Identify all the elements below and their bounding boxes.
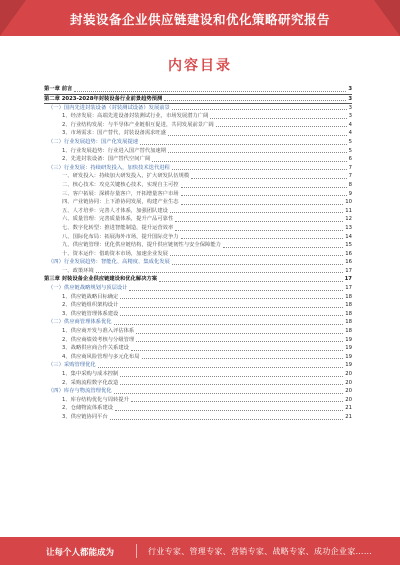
toc-entry-title: 第二章 2023-2028年封装设备行业前景趋势预测 [44,95,163,102]
toc-leader-dots [175,230,343,231]
toc-entry-title: 3、市场需求：国产替代，封装设备需求旺盛 [62,130,167,137]
toc-entry[interactable] [44,155,352,164]
toc-leader-dots [120,315,343,316]
toc-page-number: 3 [348,86,352,92]
toc-entry[interactable] [44,284,352,293]
toc-leader-dots [170,255,343,256]
toc-leader-dots [159,281,343,282]
toc-entry-title: 1、库存结构优化与周转提升 [62,396,129,403]
toc-entry-title: （四）库存与物流管理优化 [48,388,112,395]
toc-page-number: 3 [348,104,352,111]
toc-entry-title: 第一章 前言 [44,86,73,92]
toc-entry[interactable] [44,310,352,319]
toc-entry-title: 3、供应链管理体系建设 [62,310,119,317]
report-footer [0,537,400,565]
report-title: 封装设备企业供应链建设和优化策略研究报告 [69,12,330,27]
toc-page-number: 17 [344,276,352,283]
toc-entry[interactable] [44,147,352,156]
toc-leader-dots [140,144,347,145]
toc-leader-dots [114,393,344,394]
toc-entry[interactable] [44,215,352,224]
toc-leader-dots [210,118,346,119]
toc-page-number: 3 [348,95,352,102]
toc-entry[interactable] [44,181,352,190]
toc-leader-dots [142,358,344,359]
toc-page-number: 13 [345,224,352,231]
toc-leader-dots [152,161,347,162]
toc-entry-title: 3、供应链协同平台 [62,413,108,420]
toc-leader-dots [172,109,347,110]
toc-entry-title: 二、核心技术：攻克关键核心技术，实现自主可控 [62,181,179,188]
toc-page-number: 17 [345,285,352,292]
toc-entry[interactable] [44,85,352,94]
toc-entry[interactable] [44,94,352,104]
toc-entry-title: 2、行业结构发展：与半导体产业链相互促进，共同发展前景广阔 [62,121,214,128]
toc-leader-dots [74,91,346,92]
toc-page-number: 11 [345,207,352,214]
toc-page-number: 19 [345,353,352,360]
toc-leader-dots [114,324,344,325]
table-of-contents [44,85,352,422]
toc-entry[interactable] [44,344,352,353]
toc-page-number: 6 [348,156,352,163]
toc-page-number: 16 [345,250,352,257]
toc-leader-dots [96,272,343,273]
toc-entry-title: 1、供应链战略目标确定 [62,293,119,300]
toc-page-number: 18 [345,310,352,317]
toc-heading: 内容目录 [168,58,232,74]
toc-leader-dots [120,384,343,385]
toc-entry-title: 2、先进封装设备：国产替代空间广阔 [62,156,151,163]
toc-entry[interactable] [44,336,352,345]
toc-entry-title: 2、供应链组织架构设计 [62,302,119,309]
toc-leader-dots [98,367,344,368]
toc-entry[interactable] [44,112,352,121]
toc-page-number: 9 [348,190,352,197]
toc-page-number: 4 [348,121,352,128]
toc-leader-dots [168,152,347,153]
toc-leader-dots [181,238,344,239]
toc-entry[interactable] [44,353,352,362]
toc-leader-dots [131,401,343,402]
toc-leader-dots [129,290,343,291]
toc-entry[interactable] [44,129,352,138]
toc-entry-title: 4、供应商风险管理与多元化布局 [62,353,140,360]
toc-leader-dots [120,307,343,308]
toc-entry-title: 1、行业发展趋势：行业进入国产替代加速期 [62,147,167,154]
toc-entry-title: 九、供应链管理：优化供应链结构，提升供应链韧性与安全保障能力 [62,242,221,249]
toc-entry[interactable] [44,138,352,147]
toc-entry-title: 五、人才培养：完善人才体系，加强团队建设 [62,207,168,214]
toc-entry[interactable] [44,207,352,216]
toc-entry-title: 十、资本运作：借助资本市场，加速企业发展 [62,250,168,257]
toc-entry-title: 3、战略供应商合作关系建设 [62,345,129,352]
toc-entry-title: 一、研发投入：持续加大研发投入，扩大研发队伍规模 [62,173,190,180]
toc-entry-title: 2、采购流程数字化改造 [62,379,119,386]
toc-leader-dots [120,298,343,299]
toc-page-number: 5 [348,147,352,154]
toc-entry-title: （一）国内先进封装设备（封装测试设备）发展前景 [48,104,170,111]
toc-entry[interactable] [44,267,352,276]
toc-page-number: 3 [348,113,352,120]
toc-page-number: 7 [348,164,352,171]
toc-leader-dots [110,419,344,420]
toc-page-number: 18 [345,328,352,335]
toc-page-number: 17 [345,267,352,274]
toc-entry[interactable] [44,275,352,284]
toc-entry-title: （二）行业发展趋势：国产化发展提速 [48,138,139,145]
toc-entry-title: （一）供应链战略规划与顶层设计 [48,285,128,292]
toc-entry-title: 八、国际化布局：拓展海外市场，提升国际竞争力 [62,233,179,240]
footer-tagline: 行业专家、管理专家、营销专家、战略专家、成功企业家…… [148,547,373,556]
toc-entry[interactable] [44,318,352,327]
toc-entry[interactable] [44,224,352,233]
toc-entry[interactable] [44,293,352,302]
toc-leader-dots [181,204,344,205]
toc-leader-dots [120,376,343,377]
toc-leader-dots [223,247,343,248]
toc-page-number: 21 [345,413,352,420]
toc-leader-dots [172,169,347,170]
toc-entry-title: 1、经济发展：高端先进设备封装测试行业，市场发展潜力广阔 [62,113,209,120]
toc-entry-title: 六、质量管理：完善质量体系，提升产品可靠性 [62,216,174,223]
toc-page-number: 12 [345,216,352,223]
toc-entry[interactable] [44,198,352,207]
toc-leader-dots [170,212,343,213]
toc-entry[interactable] [44,121,352,130]
toc-entry-title: 一、政策环境 [62,267,94,274]
toc-entry[interactable] [44,172,352,181]
toc-page-number: 20 [345,388,352,395]
toc-leader-dots [136,333,343,334]
toc-entry-title: （三）采购管理优化 [48,362,96,369]
toc-leader-dots [164,100,346,101]
toc-page-number: 18 [345,293,352,300]
toc-entry[interactable] [44,241,352,250]
toc-leader-dots [172,264,343,265]
toc-page-number: 5 [348,138,352,145]
toc-entry[interactable] [44,258,352,267]
toc-leader-dots [175,221,343,222]
toc-leader-dots [136,341,343,342]
toc-leader-dots [181,195,347,196]
toc-entry[interactable] [44,379,352,388]
toc-entry[interactable] [44,370,352,379]
toc-entry[interactable] [44,233,352,242]
toc-page-number: 20 [345,379,352,386]
toc-page-number: 16 [345,259,352,266]
toc-page-number: 8 [348,181,352,188]
toc-entry[interactable] [44,164,352,173]
toc-entry-title: 2、供应商绩效考核与分级管理 [62,336,135,343]
toc-leader-dots [191,178,346,179]
toc-entry[interactable] [44,361,352,370]
toc-page-number: 19 [345,336,352,343]
toc-entry[interactable] [44,301,352,310]
toc-entry-title: （三）行业发展：持续研发投入，加快技术迭代进程 [48,164,170,171]
toc-entry[interactable] [44,396,352,405]
footer-divider [136,544,137,558]
toc-page-number: 20 [345,396,352,403]
toc-entry-title: （二）供应商管理体系优化 [48,319,112,326]
toc-page-number: 15 [345,242,352,249]
report-header [0,0,400,36]
toc-leader-dots [131,350,343,351]
toc-page-number: 19 [345,362,352,369]
footer-slogan: 让每个人都能成为 [46,548,115,558]
toc-entry[interactable] [44,413,352,422]
toc-page-number: 20 [345,371,352,377]
toc-entry[interactable] [44,190,352,199]
toc-entry-title: 四、产业链协同：上下游协同发展，构建产业生态 [62,199,179,206]
toc-leader-dots [181,187,347,188]
toc-entry[interactable] [44,404,352,413]
toc-entry-title: 七、数字化转型：推进智能制造，提升运营效率 [62,224,174,231]
toc-entry-title: 1、集中采购与成本控制 [62,371,119,377]
toc-page-number: 21 [345,405,352,412]
toc-entry[interactable] [44,327,352,336]
toc-entry-title: （四）行业发展趋势：智能化、高精度、集成化发展 [48,259,170,266]
toc-leader-dots [168,135,347,136]
toc-page-number: 14 [345,233,352,240]
toc-entry-title: 第三章 封装设备企业供应链建设和优化解决方案 [44,276,158,283]
toc-page-number: 18 [345,302,352,309]
toc-page-number: 7 [348,173,352,180]
toc-page-number: 18 [345,319,352,326]
toc-entry[interactable] [44,250,352,259]
toc-entry-title: 1、供应商开发与准入评估体系 [62,328,135,335]
toc-page-number: 19 [345,345,352,352]
toc-leader-dots [115,410,343,411]
toc-entry-title: 2、仓储物流体系建设 [62,405,114,412]
toc-entry[interactable] [44,387,352,396]
toc-page-number: 10 [345,199,352,206]
toc-leader-dots [216,126,347,127]
toc-entry-title: 三、客户拓展：深耕存量客户，开拓增量客户市场 [62,190,179,197]
toc-page-number: 4 [348,130,352,137]
toc-entry[interactable] [44,104,352,113]
